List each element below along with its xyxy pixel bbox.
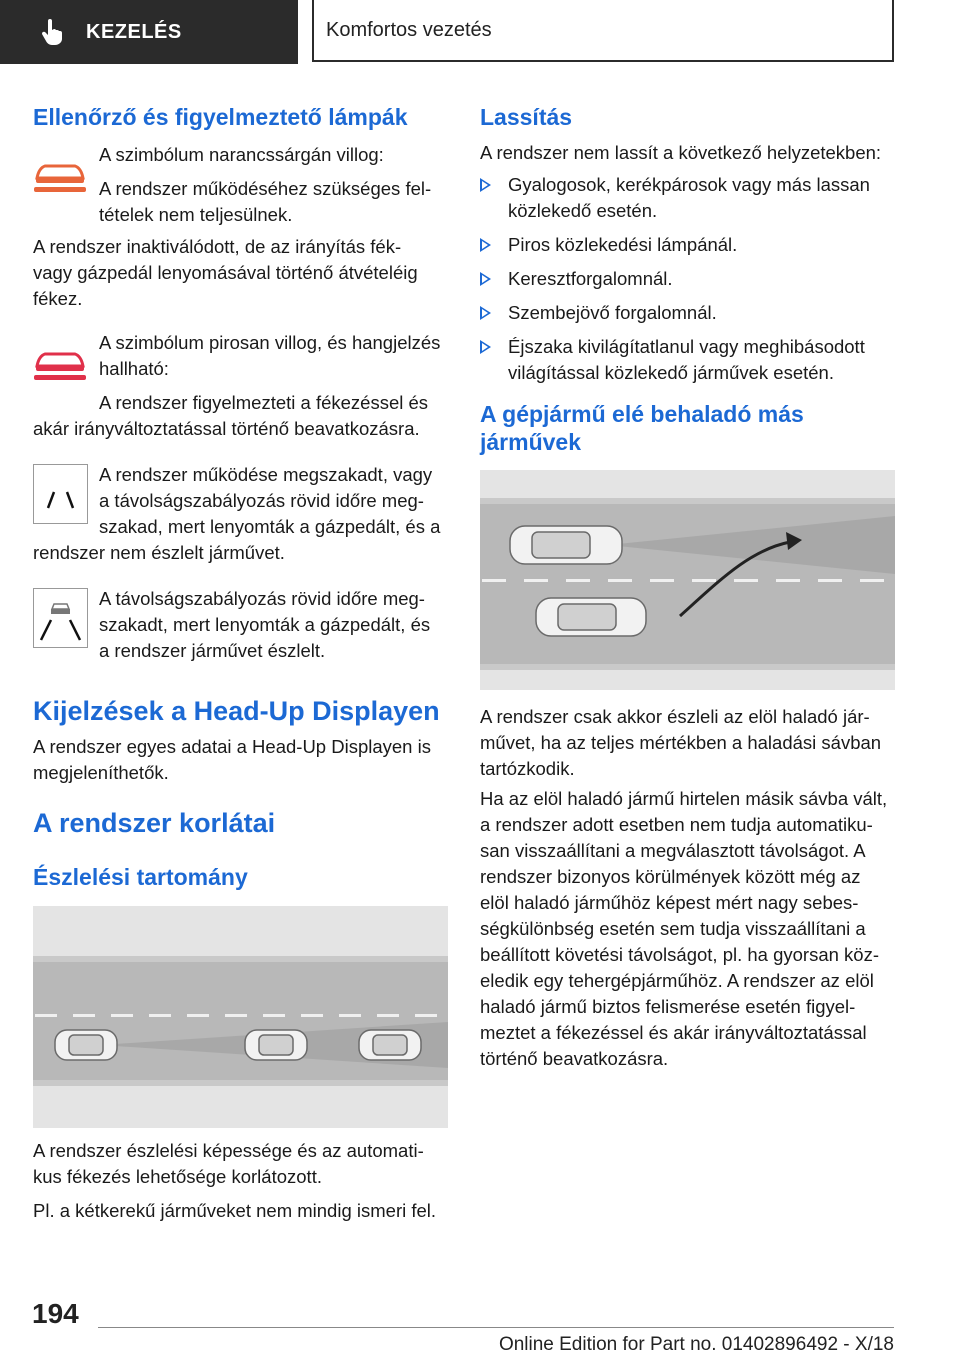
chapter-title: Komfortos vezetés <box>326 18 492 41</box>
symbol-red-line2: A rendszer figyelmezteti a fékezéssel és <box>99 392 429 413</box>
list-item: Gyalogosok, kerékpárosok vagy más lassan közlekedő esetén. <box>480 172 900 224</box>
list-item: Keresztforgalomnál. <box>480 266 900 292</box>
cut-in-illustration <box>480 470 895 690</box>
triangle-bullet-icon <box>480 306 491 320</box>
car-red-icon <box>33 344 87 384</box>
symbol-lanes-after: rendszer nem észlelt járművet. <box>33 542 285 563</box>
own-car <box>55 1030 117 1060</box>
lane-lines-icon <box>33 464 88 524</box>
slow-bullet-list <box>480 172 900 391</box>
cutin-heading: A gépjármű elé behaladó más járművek <box>480 401 804 455</box>
symbol-red-line1: A szimbólum pirosan villog, és hangjelzés hallható: <box>99 332 441 379</box>
symbol-lanecar-text: A távolságszabályozás rövid időre meg- szakadt, mert lenyomták a gázpedált, és a rendszer járművet észlelt. <box>99 588 431 661</box>
footer-edition: Online Edition for Part no. 01402896492 - X/18 <box>498 1334 894 1355</box>
own-car <box>510 526 622 564</box>
symbol-orange-after: A rendszer inaktiválódott, de az irányítás fék- vagy gázpedál lenyomásával történő átvételéig fékez. <box>33 236 418 309</box>
triangle-bullet-icon <box>480 238 491 252</box>
hud-text: A rendszer egyes adatai a Head-Up Displayen is megjeleníthetők. <box>33 736 431 783</box>
symbol-orange-line2: A rendszer működéséhez szükséges fel- tételek nem teljesülnek. <box>99 178 432 225</box>
section-title: KEZELÉS <box>86 20 182 43</box>
hud-heading: Kijelzések a Head-Up Displayen <box>33 696 440 726</box>
slow-intro: A rendszer nem lassít a következő helyzetekben: <box>480 142 882 163</box>
range-paragraph-2: Pl. a kétkerekű járműveket nem mindig ismeri fel. <box>33 1200 437 1221</box>
symbol-orange-line1: A szimbólum narancssárgán villog: <box>99 144 384 165</box>
list-item: Éjszaka kivilágítatlanul vagy meghibásodott világítással közlekedő járművek esetén. <box>480 334 900 386</box>
car-ahead-1 <box>245 1030 307 1060</box>
cutin-paragraph-1: A rendszer csak akkor észleli az elöl haladó jár- művet, ha az teljes mértékben a haladási sávban tartózkodik. <box>480 706 882 779</box>
list-item: Piros közlekedési lámpánál. <box>480 232 900 258</box>
triangle-bullet-icon <box>480 272 491 286</box>
symbol-lanes-text: A rendszer működése megszakadt, vagy a távolságszabályozás rövid időre meg- szakad, mert lenyomták a gázpedált, és a <box>99 464 441 537</box>
lane-car-icon <box>33 588 88 648</box>
cutin-paragraph-2: Ha az elöl haladó jármű hirtelen másik sávba vált, a rendszer adott esetben nem tudja automatiku- san visszaállítani a megválasztott távolságot. A rendszer bizonyos körülmények között még az elöl haladó járműhöz képest mért nagy sebes- ségkülönbség esetén sem tudja visszaállítani a beállított követési távolságot, pl. ha gyorsan köz- eledik egy tehergépjárműhöz. A rendszer az elöl haladó jármű biztos felismerése esetén figyel- meztet a fékezéssel és akár irányváltoztatással történő beavatkozásra. <box>480 788 888 1069</box>
list-item: Szembejövő forgalomnál. <box>480 300 900 326</box>
lamps-heading: Ellenőrző és figyelmeztető lámpák <box>33 104 408 130</box>
footer-divider <box>98 1327 894 1328</box>
header-section-tab <box>0 0 298 64</box>
cutting-in-car <box>536 598 646 636</box>
car-orange-icon <box>33 156 87 196</box>
symbol-red-after: akár irányváltoztatással történő beavatkozásra. <box>33 418 420 439</box>
page-number: 194 <box>32 1298 79 1329</box>
header-chapter <box>312 0 894 62</box>
car-ahead-2 <box>359 1030 421 1060</box>
triangle-bullet-icon <box>480 340 491 354</box>
range-paragraph-1: A rendszer észlelési képessége és az automati- kus fékezés lehetősége korlátozott. <box>33 1140 424 1187</box>
detection-range-illustration <box>33 906 448 1128</box>
triangle-bullet-icon <box>480 178 491 192</box>
range-heading: Észlelési tartomány <box>33 864 248 890</box>
hand-pointer-icon <box>40 19 64 45</box>
slow-heading: Lassítás <box>480 104 573 130</box>
limits-heading: A rendszer korlátai <box>33 808 276 838</box>
